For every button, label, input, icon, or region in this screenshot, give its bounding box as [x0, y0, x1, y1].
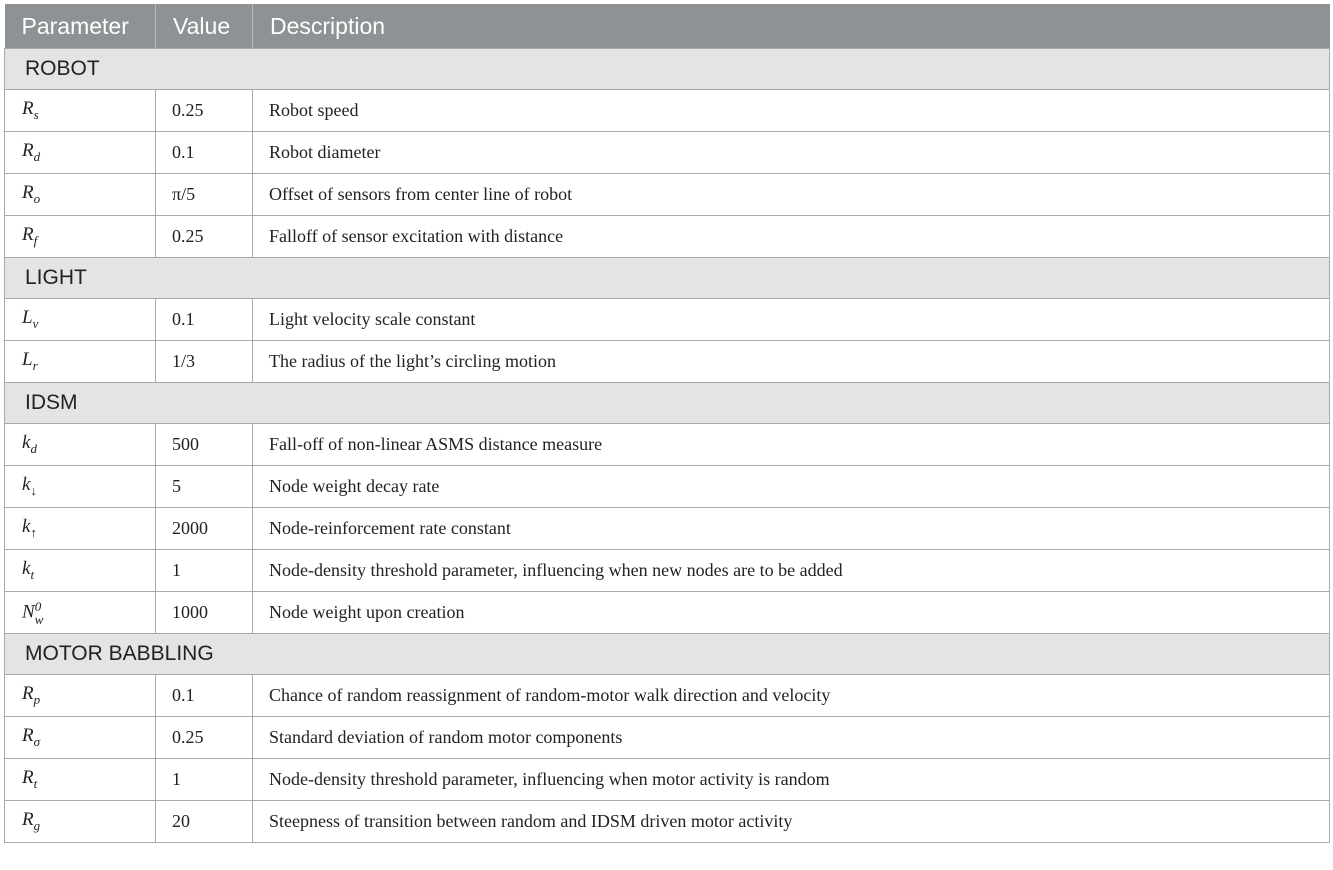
table-row	[5, 299, 1330, 341]
symbol-base: R	[22, 683, 34, 705]
parameter-symbol	[5, 466, 156, 508]
parameter-symbol	[5, 592, 156, 634]
table-row	[5, 508, 1330, 550]
symbol-base: R	[22, 98, 34, 120]
symbol-base: R	[22, 224, 34, 246]
parameter-value: 0.25	[156, 90, 253, 132]
table-row	[5, 801, 1330, 843]
table-row	[5, 759, 1330, 801]
parameter-description: Light velocity scale constant	[253, 299, 1330, 341]
parameter-symbol	[5, 90, 156, 132]
parameter-description: Falloff of sensor excitation with distance	[253, 216, 1330, 258]
parameter-description: Chance of random reassignment of random-motor walk direction and velocity	[253, 675, 1330, 717]
table-row	[5, 424, 1330, 466]
table-row	[5, 550, 1330, 592]
parameter-description: Node-density threshold parameter, influencing when new nodes are to be added	[253, 550, 1330, 592]
symbol-subscript: t	[33, 775, 38, 791]
symbol-base: k	[22, 474, 31, 496]
header-value: Value	[156, 4, 253, 49]
symbol-base: L	[22, 307, 33, 329]
symbol-base: R	[22, 182, 34, 204]
symbol-subscript: ↑	[30, 524, 37, 540]
section-row	[5, 383, 1330, 424]
symbol-subscript: σ	[33, 733, 41, 749]
parameter-symbol	[5, 174, 156, 216]
parameter-description: Robot diameter	[253, 132, 1330, 174]
parameter-description: Steepness of transition between random and IDSM driven motor activity	[253, 801, 1330, 843]
parameter-value: 1	[156, 550, 253, 592]
symbol-subscript: d	[33, 148, 41, 164]
parameter-description: Node-density threshold parameter, influencing when motor activity is random	[253, 759, 1330, 801]
parameter-symbol	[5, 132, 156, 174]
parameter-symbol	[5, 299, 156, 341]
table-body	[5, 49, 1330, 843]
header-description: Description	[253, 4, 1330, 49]
section-row	[5, 634, 1330, 675]
parameter-value: 0.25	[156, 216, 253, 258]
parameter-table	[4, 4, 1330, 843]
table-row	[5, 592, 1330, 634]
parameter-description: Offset of sensors from center line of robot	[253, 174, 1330, 216]
symbol-subscript: r	[32, 357, 38, 373]
parameter-description: The radius of the light’s circling motion	[253, 341, 1330, 383]
parameter-description: Robot speed	[253, 90, 1330, 132]
symbol-base: L	[22, 349, 33, 371]
parameter-value: 500	[156, 424, 253, 466]
symbol-subscript: o	[33, 190, 41, 206]
parameter-symbol	[5, 801, 156, 843]
parameter-symbol	[5, 675, 156, 717]
section-row	[5, 49, 1330, 90]
parameter-value: 0.1	[156, 675, 253, 717]
symbol-subscript: f	[33, 232, 38, 248]
table-row	[5, 675, 1330, 717]
table-row	[5, 466, 1330, 508]
table-row	[5, 216, 1330, 258]
parameter-symbol	[5, 424, 156, 466]
symbol-superscript: 0	[34, 598, 42, 614]
table-row	[5, 90, 1330, 132]
parameter-value: 0.1	[156, 299, 253, 341]
symbol-base: R	[22, 725, 34, 747]
parameter-description: Node-reinforcement rate constant	[253, 508, 1330, 550]
parameter-value: 0.25	[156, 717, 253, 759]
symbol-base: R	[22, 140, 34, 162]
symbol-subscript: s	[33, 106, 39, 122]
parameter-description: Node weight decay rate	[253, 466, 1330, 508]
parameter-symbol	[5, 508, 156, 550]
parameter-value: 0.1	[156, 132, 253, 174]
parameter-symbol	[5, 717, 156, 759]
table-row	[5, 717, 1330, 759]
symbol-subscript: d	[30, 440, 37, 456]
symbol-base: k	[22, 558, 31, 580]
section-title: IDSM	[5, 383, 1330, 424]
symbol-base: N	[22, 600, 35, 622]
parameter-value: π/5	[156, 174, 253, 216]
parameter-value: 20	[156, 801, 253, 843]
table-row	[5, 132, 1330, 174]
table-row	[5, 341, 1330, 383]
parameter-symbol	[5, 216, 156, 258]
symbol-subscript: v	[32, 315, 39, 331]
symbol-base: R	[22, 809, 34, 831]
parameter-value: 1/3	[156, 341, 253, 383]
symbol-base: k	[22, 516, 31, 538]
table-row	[5, 174, 1330, 216]
symbol-subscript: t	[30, 566, 35, 582]
parameter-symbol	[5, 341, 156, 383]
section-title: LIGHT	[5, 258, 1330, 299]
parameter-symbol	[5, 550, 156, 592]
symbol-base: k	[22, 432, 31, 454]
parameter-symbol	[5, 759, 156, 801]
symbol-subscript: g	[33, 817, 41, 833]
header-parameter: Parameter	[5, 4, 156, 49]
parameter-description: Standard deviation of random motor components	[253, 717, 1330, 759]
parameter-value: 1000	[156, 592, 253, 634]
parameter-value: 2000	[156, 508, 253, 550]
parameter-description: Node weight upon creation	[253, 592, 1330, 634]
symbol-subscript: p	[33, 691, 41, 707]
symbol-subscript: w	[34, 611, 44, 627]
section-title: ROBOT	[5, 49, 1330, 90]
symbol-subscript: ↓	[30, 482, 37, 498]
parameter-value: 1	[156, 759, 253, 801]
parameter-value: 5	[156, 466, 253, 508]
parameter-description: Fall-off of non-linear ASMS distance measure	[253, 424, 1330, 466]
section-title: MOTOR BABBLING	[5, 634, 1330, 675]
header-row	[5, 4, 1330, 49]
symbol-base: R	[22, 767, 34, 789]
section-row	[5, 258, 1330, 299]
